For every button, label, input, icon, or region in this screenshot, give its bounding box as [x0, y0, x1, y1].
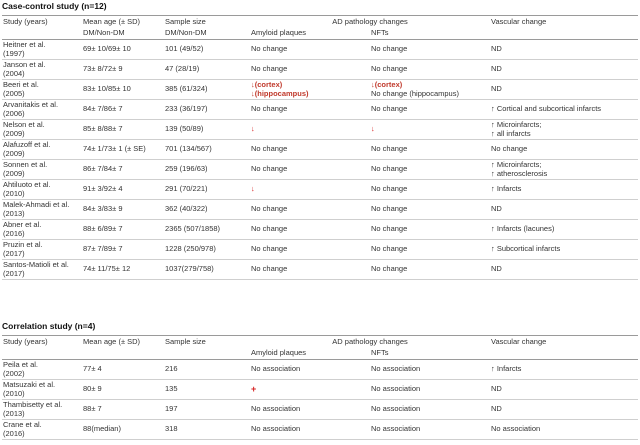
corr-header-age: Mean age (± SD) — [82, 336, 164, 349]
cc-cell-study: Abner et al. (2016) — [2, 220, 82, 240]
corr-cell-vascular: ND — [490, 380, 638, 400]
cc-cell-vascular: ↑ Cortical and subcortical infarcts — [490, 100, 638, 120]
corr-cell-nfts: No association — [370, 400, 490, 420]
cc-cell-plaques: No change — [250, 200, 370, 220]
cc-cell-vascular: ND — [490, 40, 638, 60]
case-control-table — [2, 15, 638, 280]
cc-cell-age: 73± 8/72± 9 — [82, 60, 164, 80]
table-row — [2, 400, 638, 420]
cc-cell-size: 701 (134/567) — [164, 140, 250, 160]
corr-header-row — [2, 336, 638, 349]
header-size: Sample size — [164, 16, 250, 29]
corr-cell-plaques: No association — [250, 360, 370, 380]
cc-cell-age: 74± 1/73± 1 (± SE) — [82, 140, 164, 160]
cc-cell-plaques: No change — [250, 220, 370, 240]
corr-cell-vascular: ↑ Infarcts — [490, 360, 638, 380]
cc-cell-study: Janson et al. (2004) — [2, 60, 82, 80]
corr-cell-nfts: No association — [370, 360, 490, 380]
corr-cell-age: 80± 9 — [82, 380, 164, 400]
cc-cell-size: 2365 (507/1858) — [164, 220, 250, 240]
cc-cell-vascular: ↑ Microinfarcts; ↑ atherosclerosis — [490, 160, 638, 180]
cc-cell-plaques: No change — [250, 160, 370, 180]
cc-cell-size: 139 (50/89) — [164, 120, 250, 140]
cc-cell-nfts: ↓ — [370, 120, 490, 140]
correlation-table — [2, 335, 638, 440]
cc-cell-plaques: No change — [250, 40, 370, 60]
table-row — [2, 60, 638, 80]
cc-cell-study: Nelson et al. (2009) — [2, 120, 82, 140]
table-row — [2, 140, 638, 160]
corr-cell-plaques: No association — [250, 400, 370, 420]
corr-cell-age: 88(median) — [82, 420, 164, 440]
cc-cell-plaques: No change — [250, 100, 370, 120]
corr-header-ad: AD pathology changes — [250, 336, 490, 349]
cc-cell-nfts: No change — [370, 160, 490, 180]
corr-cell-study: Thambisetty et al. (2013) — [2, 400, 82, 420]
corr-cell-size: 216 — [164, 360, 250, 380]
cc-cell-size: 259 (196/63) — [164, 160, 250, 180]
corr-subheader-row — [2, 348, 638, 360]
cc-cell-nfts: No change — [370, 60, 490, 80]
cc-cell-size: 362 (40/322) — [164, 200, 250, 220]
corr-cell-size: 318 — [164, 420, 250, 440]
cc-cell-size: 233 (36/197) — [164, 100, 250, 120]
corr-cell-vascular: No association — [490, 420, 638, 440]
corr-cell-study: Crane et al. (2016) — [2, 420, 82, 440]
table-row — [2, 240, 638, 260]
cc-cell-vascular: ↑ Infarcts (lacunes) — [490, 220, 638, 240]
cc-cell-study: Heitner et al. (1997) — [2, 40, 82, 60]
corr-cell-size: 197 — [164, 400, 250, 420]
cc-cell-study: Ahtiluoto et al. (2010) — [2, 180, 82, 200]
cc-cell-age: 74± 11/75± 12 — [82, 260, 164, 280]
cc-cell-vascular: ND — [490, 80, 638, 100]
cc-cell-size: 291 (70/221) — [164, 180, 250, 200]
cc-cell-age: 87± 7/89± 7 — [82, 240, 164, 260]
corr-header-vascular: Vascular change — [490, 336, 638, 349]
cc-cell-vascular: ND — [490, 200, 638, 220]
corr-header-size: Sample size — [164, 336, 250, 349]
cc-cell-plaques: ↓ — [250, 120, 370, 140]
table-row — [2, 40, 638, 60]
corr-cell-vascular: ND — [490, 400, 638, 420]
table-row — [2, 100, 638, 120]
corr-subheader-nfts: NFTs — [370, 348, 490, 360]
cc-cell-size: 385 (61/324) — [164, 80, 250, 100]
cc-cell-plaques: No change — [250, 60, 370, 80]
subheader-row — [2, 28, 638, 40]
cc-cell-nfts: No change — [370, 40, 490, 60]
cc-cell-nfts: No change — [370, 100, 490, 120]
cc-cell-size: 1228 (250/978) — [164, 240, 250, 260]
cc-cell-study: Malek-Ahmadi et al. (2013) — [2, 200, 82, 220]
table-row — [2, 180, 638, 200]
header-row — [2, 16, 638, 29]
cc-cell-study: Sonnen et al. (2009) — [2, 160, 82, 180]
cc-cell-age: 88± 6/89± 7 — [82, 220, 164, 240]
subheader-size: DM/Non-DM — [164, 28, 250, 40]
cc-cell-plaques: No change — [250, 240, 370, 260]
cc-cell-nfts: No change — [370, 260, 490, 280]
cc-cell-vascular: ND — [490, 60, 638, 80]
header-study: Study (years) — [2, 16, 82, 29]
table-row — [2, 80, 638, 100]
corr-cell-plaques: No association — [250, 420, 370, 440]
cc-cell-age: 84± 7/86± 7 — [82, 100, 164, 120]
cc-cell-study: Beeri et al. (2005) — [2, 80, 82, 100]
cc-cell-size: 101 (49/52) — [164, 40, 250, 60]
case-control-title: Case-control study (n=12) — [2, 1, 107, 11]
table-row — [2, 120, 638, 140]
cc-cell-plaques: No change — [250, 140, 370, 160]
corr-cell-age: 77± 4 — [82, 360, 164, 380]
subheader-plaques: Amyloid plaques — [250, 28, 370, 40]
corr-cell-study: Peila et al. (2002) — [2, 360, 82, 380]
cc-cell-vascular: ↑ Microinfarcts; ↑ all infarcts — [490, 120, 638, 140]
cc-cell-study: Arvanitakis et al. (2006) — [2, 100, 82, 120]
cc-cell-nfts: ↓(cortex) No change (hippocampus) — [370, 80, 490, 100]
cc-cell-nfts: No change — [370, 180, 490, 200]
cc-cell-vascular: ND — [490, 260, 638, 280]
corr-cell-plaques: + — [250, 380, 370, 400]
table-row — [2, 200, 638, 220]
table-row — [2, 360, 638, 380]
table-row — [2, 260, 638, 280]
corr-cell-size: 135 — [164, 380, 250, 400]
cc-cell-age: 91± 3/92± 4 — [82, 180, 164, 200]
cc-cell-vascular: ↑ Infarcts — [490, 180, 638, 200]
corr-cell-study: Matsuzaki et al. (2010) — [2, 380, 82, 400]
table-row — [2, 220, 638, 240]
table-row — [2, 420, 638, 440]
cc-cell-nfts: No change — [370, 140, 490, 160]
table-row — [2, 380, 638, 400]
cc-cell-age: 69± 10/69± 10 — [82, 40, 164, 60]
header-ad: AD pathology changes — [250, 16, 490, 29]
cc-cell-size: 1037(279/758) — [164, 260, 250, 280]
cc-cell-study: Alafuzoff et al. (2009) — [2, 140, 82, 160]
cc-cell-size: 47 (28/19) — [164, 60, 250, 80]
cc-cell-age: 86± 7/84± 7 — [82, 160, 164, 180]
table-row — [2, 160, 638, 180]
cc-cell-study: Pruzin et al. (2017) — [2, 240, 82, 260]
subheader-nfts: NFTs — [370, 28, 490, 40]
cc-cell-age: 85± 8/88± 7 — [82, 120, 164, 140]
cc-cell-vascular: No change — [490, 140, 638, 160]
cc-cell-nfts: No change — [370, 220, 490, 240]
cc-cell-age: 84± 3/83± 9 — [82, 200, 164, 220]
cc-cell-study: Santos-Matioli et al. (2017) — [2, 260, 82, 280]
corr-cell-nfts: No association — [370, 380, 490, 400]
corr-subheader-plaques: Amyloid plaques — [250, 348, 370, 360]
cc-cell-plaques: No change — [250, 260, 370, 280]
subheader-age: DM/Non-DM — [82, 28, 164, 40]
cc-cell-vascular: ↑ Subcortical infarcts — [490, 240, 638, 260]
corr-header-study: Study (years) — [2, 336, 82, 349]
header-age: Mean age (± SD) — [82, 16, 164, 29]
corr-cell-age: 88± 7 — [82, 400, 164, 420]
cc-cell-plaques: ↓ — [250, 180, 370, 200]
correlation-title: Correlation study (n=4) — [2, 321, 96, 331]
cc-cell-nfts: No change — [370, 200, 490, 220]
corr-cell-nfts: No association — [370, 420, 490, 440]
header-vascular: Vascular change — [490, 16, 638, 29]
cc-cell-nfts: No change — [370, 240, 490, 260]
cc-cell-age: 83± 10/85± 10 — [82, 80, 164, 100]
cc-cell-plaques: ↓(cortex) ↓(hippocampus) — [250, 80, 370, 100]
